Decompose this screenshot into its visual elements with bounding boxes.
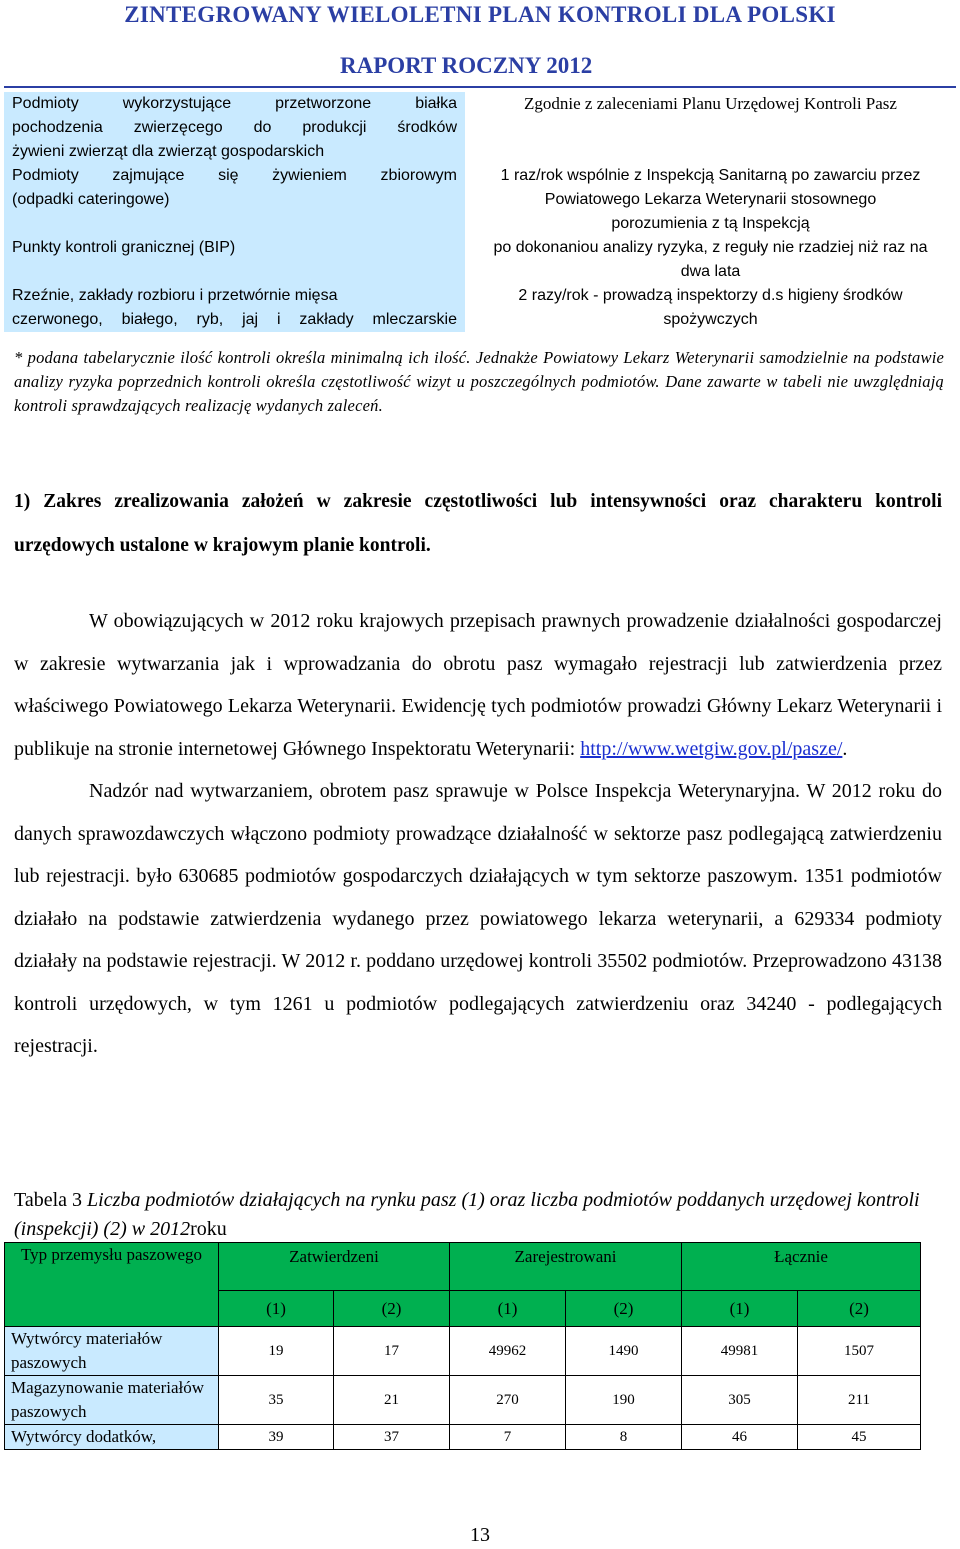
- entity-cell: Punkty kontroli granicznej (BIP): [4, 236, 465, 284]
- table-row: [4, 284, 956, 332]
- table-caption: Tabela 3 Liczba podmiotów działających na rynku pasz (1) oraz liczba podmiotów poddanych urzędowej kontroli (inspekcji) (2) w 2012roku: [14, 1189, 920, 1240]
- table-cell: 17: [334, 1327, 450, 1376]
- column-header-type: Typ przemysłu paszowego: [5, 1243, 219, 1327]
- table-cell: 19: [219, 1327, 334, 1376]
- table-cell: 270: [450, 1376, 566, 1425]
- table-cell: 35: [219, 1376, 334, 1425]
- feed-entities-table: [4, 1242, 921, 1450]
- table-cell: 37: [334, 1425, 450, 1450]
- entity-cell: Rzeźnie, zakłady rozbioru i przetwórnie mięsa czerwonego, białego, ryb, jaj i zakłady mleczarskie: [4, 284, 465, 332]
- table-row: [4, 236, 956, 284]
- header-rule: [4, 86, 956, 88]
- subheader-cell: (2): [798, 1291, 921, 1327]
- section-heading: 1) Zakres zrealizowania założeń w zakresie częstotliwości lub intensywności oraz charakteru kontroli urzędowych ustalone w krajowym planie kontroli.: [14, 491, 942, 556]
- row-label: Magazynowanie materiałów paszowych: [5, 1376, 219, 1425]
- row-label: Wytwórcy materiałów paszowych: [5, 1327, 219, 1376]
- frequency-cell: po dokonaniou analizy ryzyka, z reguły nie rzadziej niż raz na dwa lata: [493, 239, 928, 280]
- document-title: ZINTEGROWANY WIELOLETNI PLAN KONTROLI DLA POLSKI: [124, 2, 836, 27]
- table-row: [5, 1327, 921, 1376]
- table-row: [4, 92, 956, 164]
- table-footnote: * podana tabelarycznie ilość kontroli określa minimalną ich ilość. Jednakże Powiatowy Lekarz Weterynarii samodzielnie na podstawie analizy ryzyka poprzednich kontroli określa częstotliwość wizyt u poszczególnych podmiotów. Dane zawarte w tabeli nie uwzględniają kontroli sprawdzających realizację wydanych zaleceń.: [14, 348, 944, 415]
- subheader-cell: (1): [219, 1291, 334, 1327]
- table-cell: 49962: [450, 1327, 566, 1376]
- table-cell: 8: [566, 1425, 682, 1450]
- entity-cell: Podmioty wykorzystujące przetworzone białka pochodzenia zwierzęcego do produkcji środków żywieni zwierząt dla zwierząt gospodarskich: [4, 92, 465, 164]
- control-frequency-table: [4, 92, 956, 332]
- frequency-cell: 1 raz/rok wspólnie z Inspekcją Sanitarną po zawarciu przez Powiatowego Lekarza Weterynarii stosownego porozumienia z tą Inspekcją: [500, 167, 921, 232]
- table-cell: 49981: [682, 1327, 798, 1376]
- table-cell: 45: [798, 1425, 921, 1450]
- page-number: 13: [470, 1524, 490, 1546]
- table-cell: 211: [798, 1376, 921, 1425]
- row-label: Wytwórcy dodatków,: [5, 1425, 219, 1450]
- table-cell: 1490: [566, 1327, 682, 1376]
- paragraph: W obowiązujących w 2012 roku krajowych przepisach prawnych prowadzenie działalności gospodarczej w zakresie wytwarzania jak i wprowadzania do obrotu pasz wymagało rejestracji lub zatwierdzenia przez właściwego Powiatowego Lekarza Weterynarii. Ewidencję tych podmiotów prowadzi Główny Lekarz Weterynarii i publikuje na stronie internetowej Głównego Inspektoratu Weterynarii: http://www.wetgiw.gov.pl/pasze/.: [14, 610, 942, 760]
- table-row: [4, 164, 956, 236]
- column-header-group: Łącznie: [682, 1243, 921, 1291]
- table-cell: 21: [334, 1376, 450, 1425]
- body-text: [14, 600, 942, 1068]
- subheader-cell: (2): [334, 1291, 450, 1327]
- wetgiw-link[interactable]: http://www.wetgiw.gov.pl/pasze/: [580, 737, 843, 760]
- column-header-group: Zarejestrowani: [450, 1243, 682, 1291]
- subheader-cell: (1): [682, 1291, 798, 1327]
- table-cell: 46: [682, 1425, 798, 1450]
- table-cell: 7: [450, 1425, 566, 1450]
- table-cell: 305: [682, 1376, 798, 1425]
- paragraph: Nadzór nad wytwarzaniem, obrotem pasz sprawuje w Polsce Inspekcja Weterynaryjna. W 2012 roku do danych sprawozdawczych włączono podmioty prowadzące działalność w sektorze pasz podlegającą zatwierdzeniu lub rejestracji. było 630685 podmiotów gospodarczych działających w tym sektorze paszowym. 1351 podmiotów działało na podstawie zatwierdzenia wydanego przez powiatowego lekarza weterynarii, a 629334 podmioty działały na podstawie rejestracji. W 2012 r. poddano urzędowej kontroli 35502 podmiotów. Przeprowadzono 43138 kontroli urzędowych, w tym 1261 u podmiotów podlegających zatwierdzeniu oraz 34240 - podlegających rejestracji.: [14, 780, 942, 1057]
- document-subtitle: RAPORT ROCZNY 2012: [340, 53, 593, 78]
- table-row: [5, 1425, 921, 1450]
- table-cell: 190: [566, 1376, 682, 1425]
- frequency-cell: Zgodnie z zaleceniami Planu Urzędowej Kontroli Pasz: [524, 94, 897, 113]
- subheader-cell: (1): [450, 1291, 566, 1327]
- column-header-group: Zatwierdzeni: [219, 1243, 450, 1291]
- entity-cell: Podmioty zajmujące się żywieniem zbiorowym (odpadki cateringowe): [4, 164, 465, 236]
- table-cell: 39: [219, 1425, 334, 1450]
- table-row: [5, 1376, 921, 1425]
- table-cell: 1507: [798, 1327, 921, 1376]
- table-header-row: [5, 1243, 921, 1291]
- subheader-cell: (2): [566, 1291, 682, 1327]
- frequency-cell: 2 razy/rok - prowadzą inspektorzy d.s higieny środków spożywczych: [518, 287, 903, 328]
